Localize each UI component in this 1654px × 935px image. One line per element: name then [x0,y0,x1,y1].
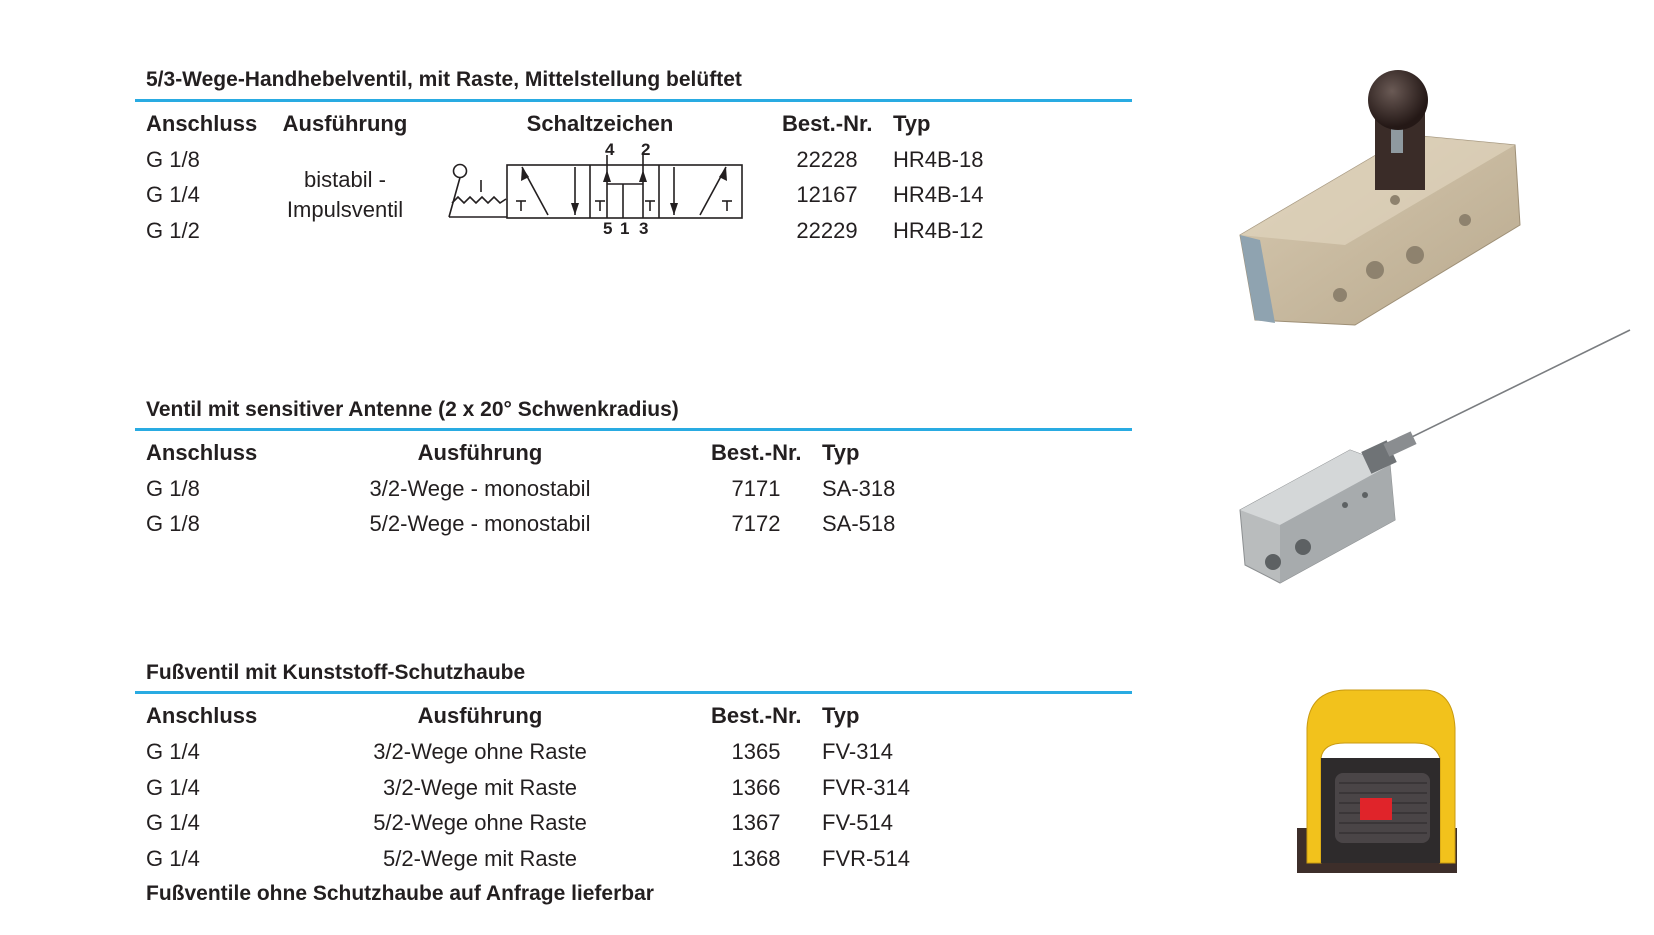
header-ausfuehrung: Ausführung [417,703,543,728]
row-bestnr: 1368 [731,846,781,871]
row-bestnr: 7172 [731,511,781,536]
port-label-3: 3 [639,219,649,238]
row-typ: HR4B-14 [893,182,984,207]
row-ausfuehrung: 5/2-Wege mit Raste [382,846,577,871]
row-typ: FVR-314 [822,775,911,800]
header-typ: Typ [822,703,860,728]
header-bestnr: Best.-Nr. [711,703,802,728]
section-title-antenne: Ventil mit sensitiver Antenne (2 x 20° Schwenkradius) [146,398,679,421]
row-anschluss: G 1/8 [146,511,200,536]
availability-note: Fußventile ohne Schutzhaube auf Anfrage lieferbar [146,882,654,905]
row-ausfuehrung: 5/2-Wege ohne Raste [373,810,587,835]
section-title-fussventil: Fußventil mit Kunststoff-Schutzhaube [146,661,526,684]
row-anschluss: G 1/4 [146,775,200,800]
row-ausfuehrung: 3/2-Wege ohne Raste [373,739,587,764]
row-bestnr: 1367 [731,810,781,835]
row-anschluss: G 1/4 [146,182,200,207]
header-anschluss: Anschluss [146,111,258,136]
header-anschluss: Anschluss [146,440,258,465]
port-label-4: 4 [605,140,615,159]
valve-symbol-53 [445,140,750,242]
header-typ: Typ [893,111,931,136]
row-anschluss: G 1/8 [146,147,200,172]
antenna-valve-image [1235,325,1635,585]
row-ausfuehrung: 3/2-Wege mit Raste [382,775,577,800]
row-typ: FV-314 [822,739,893,764]
header-ausfuehrung: Ausführung [417,440,543,465]
port-label-2: 2 [641,140,651,159]
row-anschluss: G 1/4 [146,810,200,835]
port-label-1: 1 [620,219,630,238]
header-bestnr: Best.-Nr. [711,440,802,465]
row-ausfuehrung: 3/2-Wege - monostabil [369,476,591,501]
row-bestnr: 1365 [731,739,781,764]
row-typ: SA-318 [822,476,896,501]
header-ausfuehrung: Ausführung [282,111,408,136]
section-title-handhebelventil: 5/3-Wege-Handhebelventil, mit Raste, Mittelstellung belüftet [146,68,742,91]
ausfuehrung-line: Impulsventil [286,197,404,222]
row-anschluss: G 1/8 [146,476,200,501]
header-schaltzeichen: Schaltzeichen [526,111,674,136]
row-ausfuehrung: 5/2-Wege - monostabil [369,511,591,536]
port-label-5: 5 [603,219,613,238]
row-anschluss: G 1/4 [146,739,200,764]
row-anschluss: G 1/4 [146,846,200,871]
row-typ: FVR-514 [822,846,911,871]
row-bestnr: 7171 [731,476,781,501]
hand-lever-valve-image [1235,55,1535,345]
row-typ: SA-518 [822,511,896,536]
ausfuehrung-line: bistabil - [304,167,386,192]
foot-valve-image [1295,688,1465,878]
header-bestnr: Best.-Nr. [782,111,873,136]
row-anschluss: G 1/2 [146,218,200,243]
row-typ: HR4B-18 [893,147,984,172]
row-typ: FV-514 [822,810,893,835]
section-divider [135,99,1132,102]
header-typ: Typ [822,440,860,465]
header-anschluss: Anschluss [146,703,258,728]
row-bestnr: 1366 [731,775,781,800]
row-bestnr: 12167 [796,182,858,207]
row-bestnr: 22229 [796,218,858,243]
section-divider [135,428,1132,431]
row-bestnr: 22228 [796,147,858,172]
row-typ: HR4B-12 [893,218,984,243]
section-divider [135,691,1132,694]
